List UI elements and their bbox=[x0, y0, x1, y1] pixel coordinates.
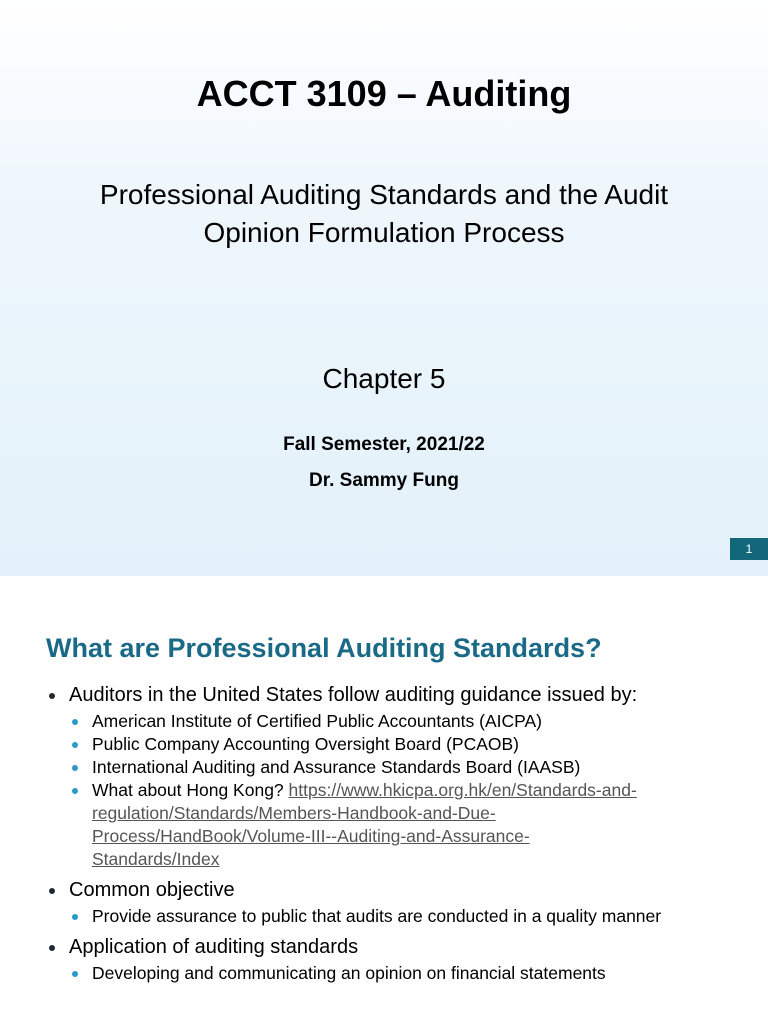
instructor-name: Dr. Sammy Fung bbox=[309, 470, 459, 491]
list-item bbox=[48, 682, 738, 871]
semester-label: Fall Semester, 2021/22 bbox=[283, 434, 485, 455]
slide-subtitle bbox=[40, 176, 728, 252]
hk-question: What about Hong Kong? bbox=[92, 780, 284, 800]
link-text-part: regulation/Standards/Members-Handbook-and-Due- bbox=[92, 803, 496, 823]
bullet-text: Application of auditing standards bbox=[69, 936, 359, 958]
bullet-text: Common objective bbox=[69, 879, 235, 901]
list-item: Provide assurance to public that audits are conducted in a quality manner bbox=[69, 905, 738, 928]
slide-heading: What are Professional Auditing Standards? bbox=[46, 633, 602, 663]
sub-bullet-list bbox=[69, 962, 738, 985]
sub-bullet-list bbox=[69, 905, 738, 928]
list-item bbox=[48, 934, 738, 985]
course-title: ACCT 3109 – Auditing bbox=[196, 73, 572, 114]
sub-bullet-list bbox=[69, 710, 738, 871]
slide-number-badge: 1 bbox=[730, 538, 768, 560]
subtitle-line-2: Opinion Formulation Process bbox=[203, 217, 565, 248]
chapter-label: Chapter 5 bbox=[322, 363, 446, 394]
list-item: Public Company Accounting Oversight Board (PCAOB) bbox=[69, 733, 738, 756]
list-item-hong-kong bbox=[69, 779, 738, 871]
content-slide bbox=[0, 576, 768, 1024]
link-text-part: https://www.hkicpa.org.hk/en/Standards-and- bbox=[288, 780, 637, 800]
list-item bbox=[48, 877, 738, 928]
list-item: Developing and communicating an opinion on financial statements bbox=[69, 962, 738, 985]
list-item: American Institute of Certified Public Accountants (AICPA) bbox=[69, 710, 738, 733]
list-item: International Auditing and Assurance Standards Board (IAASB) bbox=[69, 756, 738, 779]
bullet-list bbox=[48, 682, 738, 991]
subtitle-line-1: Professional Auditing Standards and the Audit bbox=[99, 179, 669, 210]
bullet-text: Auditors in the United States follow auditing guidance issued by: bbox=[69, 684, 638, 706]
link-text-part: Process/HandBook/Volume-III--Auditing-and-Assurance- bbox=[92, 826, 530, 846]
link-text-part: Standards/Index bbox=[92, 849, 220, 869]
